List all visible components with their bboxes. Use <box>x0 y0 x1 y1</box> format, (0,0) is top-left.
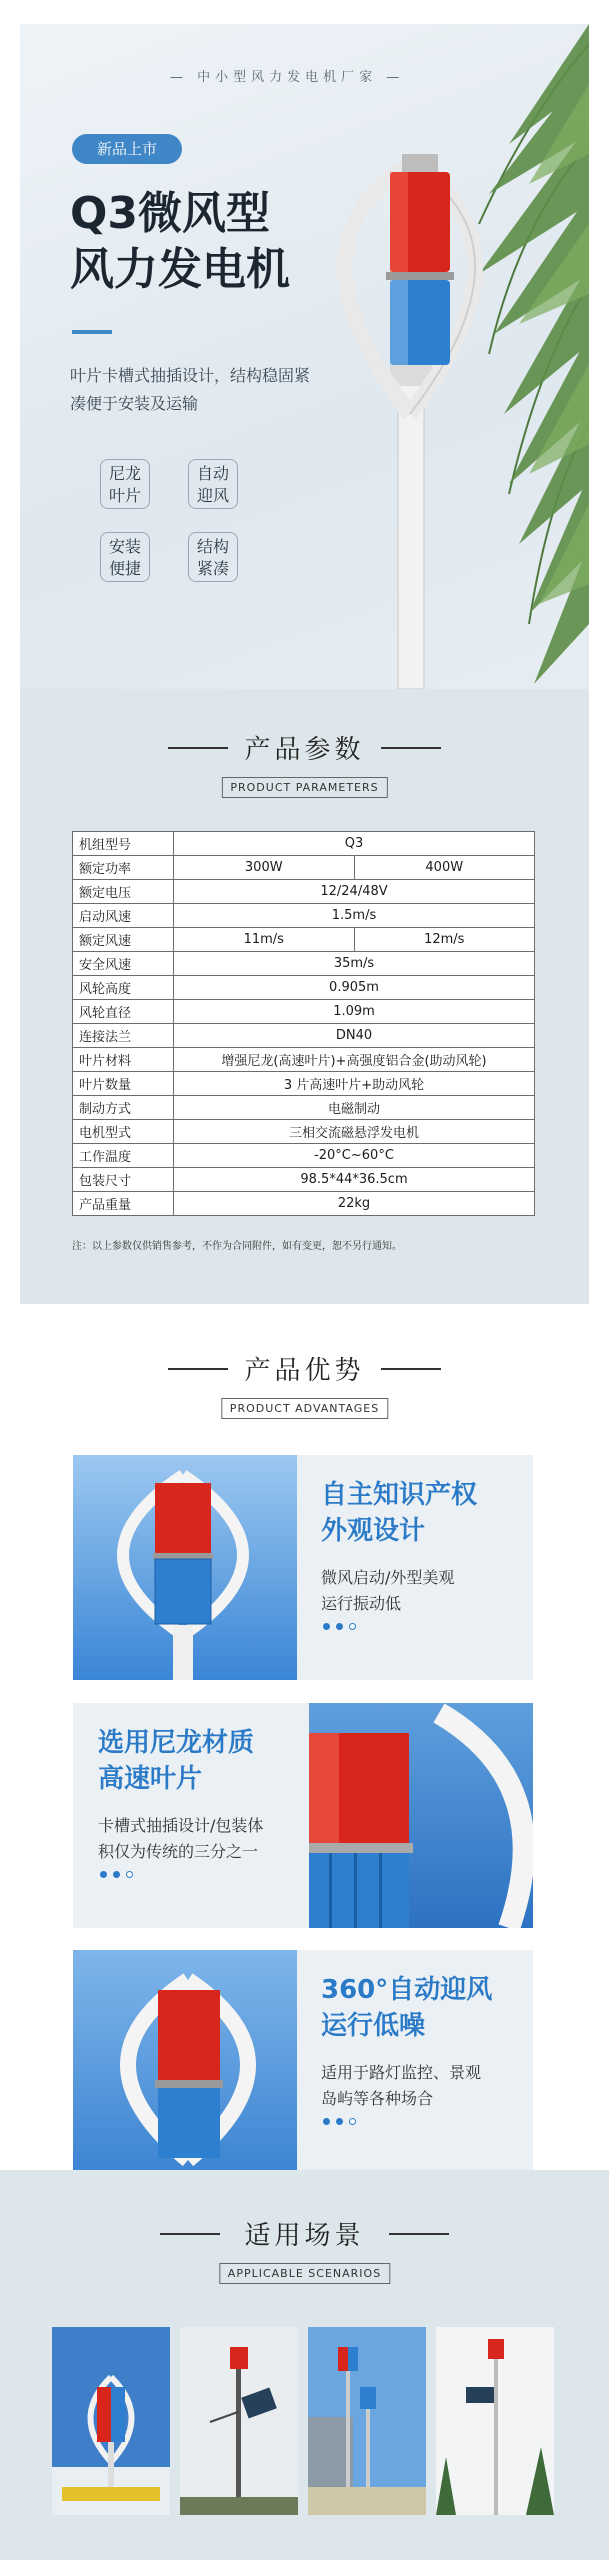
spec-value: 1.09m <box>174 1000 535 1024</box>
feature-nylon-blade <box>100 459 150 509</box>
spec-key: 风轮直径 <box>73 1000 174 1024</box>
pager-dots <box>323 2118 356 2125</box>
wind-turbine-image <box>290 124 530 689</box>
title-line-right <box>389 2233 449 2235</box>
spec-value: 三相交流磁悬浮发电机 <box>174 1120 535 1144</box>
advantage-text-line: 微风启动/外型美观 <box>321 1568 455 1587</box>
advantage-card-2 <box>73 1703 533 1928</box>
dot <box>113 1871 120 1878</box>
spec-row <box>73 1168 535 1192</box>
spec-value: 12/24/48V <box>174 880 535 904</box>
spec-value: 300W <box>174 856 355 880</box>
spec-value: 0.905m <box>174 976 535 1000</box>
spec-key: 机组型号 <box>73 832 174 856</box>
spec-row <box>73 976 535 1000</box>
dot <box>323 1623 330 1630</box>
spec-key: 额定风速 <box>73 928 174 952</box>
scenario-photo-1 <box>52 2327 170 2515</box>
advantage-heading-line: 360°自动迎风 <box>321 1975 493 2005</box>
scenario-photo-2 <box>180 2327 298 2515</box>
spec-row <box>73 952 535 976</box>
hero-title <box>70 186 290 298</box>
spec-row <box>73 904 535 928</box>
advantage-heading-line: 自主知识产权 <box>321 1480 478 1510</box>
parameters-title: 产品参数 <box>244 735 365 765</box>
spec-value: 3 片高速叶片+助动风轮 <box>174 1072 535 1096</box>
hero-section <box>20 24 589 689</box>
advantage-heading <box>321 1972 492 2044</box>
spec-value: 1.5m/s <box>174 904 535 928</box>
parameters-subtitle: PRODUCT PARAMETERS <box>221 777 387 798</box>
spec-value: 11m/s <box>174 928 355 952</box>
advantage-card-1 <box>73 1455 533 1680</box>
spec-row <box>73 1024 535 1048</box>
feature-auto-yaw <box>188 459 238 509</box>
spec-key: 风轮高度 <box>73 976 174 1000</box>
dot <box>126 1871 133 1878</box>
advantage-card-3 <box>73 1950 533 2175</box>
feature-label: 迎风 <box>196 486 229 505</box>
spec-value: 400W <box>354 856 535 880</box>
spec-value: 98.5*44*36.5cm <box>174 1168 535 1192</box>
feature-label: 安装 <box>108 537 141 556</box>
spec-row <box>73 928 535 952</box>
advantage-heading-line: 高速叶片 <box>98 1764 203 1794</box>
spec-row <box>73 1144 535 1168</box>
spec-key: 启动风速 <box>73 904 174 928</box>
dot <box>323 2118 330 2125</box>
spec-key: 额定功率 <box>73 856 174 880</box>
spec-row <box>73 1072 535 1096</box>
spec-table <box>72 831 535 1216</box>
advantage-heading <box>98 1725 254 1797</box>
dot <box>100 1871 107 1878</box>
new-product-badge: 新品上市 <box>72 134 182 164</box>
advantages-title: 产品优势 <box>244 1356 365 1386</box>
advantage-text-line: 岛屿等各种场合 <box>321 2089 434 2108</box>
scenarios-title: 适用场景 <box>244 2221 365 2251</box>
feature-label: 尼龙 <box>108 464 141 483</box>
spec-value: 22kg <box>174 1192 535 1216</box>
spec-key: 制动方式 <box>73 1096 174 1120</box>
spec-row <box>73 1120 535 1144</box>
title-line-right <box>381 747 441 749</box>
spec-key: 额定电压 <box>73 880 174 904</box>
advantage-text <box>321 2060 481 2112</box>
turbine-photo <box>73 1950 297 2175</box>
spec-value: 增强尼龙(高速叶片)+高强度铝合金(助动风轮) <box>174 1048 535 1072</box>
spec-key: 叶片材料 <box>73 1048 174 1072</box>
spec-row <box>73 1000 535 1024</box>
advantage-text <box>98 1813 263 1865</box>
dot <box>336 1623 343 1630</box>
advantage-text-line: 卡槽式抽插设计/包装体 <box>98 1816 264 1835</box>
turbine-photo <box>73 1455 297 1680</box>
spec-row <box>73 1192 535 1216</box>
feature-label: 叶片 <box>108 486 141 505</box>
spec-row <box>73 832 535 856</box>
spec-value: 35m/s <box>174 952 535 976</box>
advantage-text-line: 运行振动低 <box>321 1594 402 1613</box>
spec-row <box>73 880 535 904</box>
scenario-photo-3 <box>308 2327 426 2515</box>
spec-row <box>73 856 535 880</box>
advantage-text-line: 积仅为传统的三分之一 <box>98 1842 259 1861</box>
feature-label: 结构 <box>196 537 229 556</box>
spec-value: DN40 <box>174 1024 535 1048</box>
dot <box>349 1623 356 1630</box>
hero-tagline: — 中小型风力发电机厂家 — <box>170 70 405 85</box>
hero-title-line-1: Q3微风型 <box>70 188 271 239</box>
spec-key: 工作温度 <box>73 1144 174 1168</box>
turbine-photo <box>309 1703 533 1928</box>
feature-compact <box>188 532 238 582</box>
dot <box>336 2118 343 2125</box>
scenario-photo-4 <box>436 2327 554 2515</box>
feature-easy-install <box>100 532 150 582</box>
advantage-heading-line: 选用尼龙材质 <box>98 1728 255 1758</box>
dot <box>349 2118 356 2125</box>
advantage-text-line: 适用于路灯监控、景观 <box>321 2063 482 2082</box>
spec-value: 12m/s <box>354 928 535 952</box>
spec-key: 包装尺寸 <box>73 1168 174 1192</box>
advantage-heading-line: 运行低噪 <box>321 2011 426 2041</box>
spec-key: 电机型式 <box>73 1120 174 1144</box>
advantage-heading-line: 外观设计 <box>321 1516 426 1546</box>
scenarios-subtitle: APPLICABLE SCENARIOS <box>219 2263 390 2284</box>
spec-row <box>73 1048 535 1072</box>
spec-key: 安全风速 <box>73 952 174 976</box>
advantage-heading <box>321 1477 477 1549</box>
spec-value: 电磁制动 <box>174 1096 535 1120</box>
spec-key: 叶片数量 <box>73 1072 174 1096</box>
spec-value: Q3 <box>174 832 535 856</box>
parameters-note: 注：以上参数仅供销售参考，不作为合同附件，如有变更，恕不另行通知。 <box>72 1241 402 1252</box>
accent-bar <box>72 330 112 334</box>
hero-title-line-2: 风力发电机 <box>70 244 290 295</box>
pager-dots <box>323 1623 356 1630</box>
feature-label: 便捷 <box>108 559 141 578</box>
spec-key: 连接法兰 <box>73 1024 174 1048</box>
advantages-subtitle: PRODUCT ADVANTAGES <box>221 1398 388 1419</box>
parameters-section <box>20 689 589 1304</box>
advantage-text <box>321 1565 454 1617</box>
advantages-header <box>0 1330 609 1440</box>
feature-label: 紧凑 <box>196 559 229 578</box>
hero-description: 叶片卡槽式抽插设计，结构稳固紧凑便于安装及运输 <box>70 366 311 413</box>
spec-row <box>73 1096 535 1120</box>
title-line-right <box>381 1368 441 1370</box>
spec-key: 产品重量 <box>73 1192 174 1216</box>
spec-value: -20°C~60°C <box>174 1144 535 1168</box>
pager-dots <box>100 1871 133 1878</box>
scenarios-section <box>0 2170 609 2560</box>
feature-label: 自动 <box>196 464 229 483</box>
